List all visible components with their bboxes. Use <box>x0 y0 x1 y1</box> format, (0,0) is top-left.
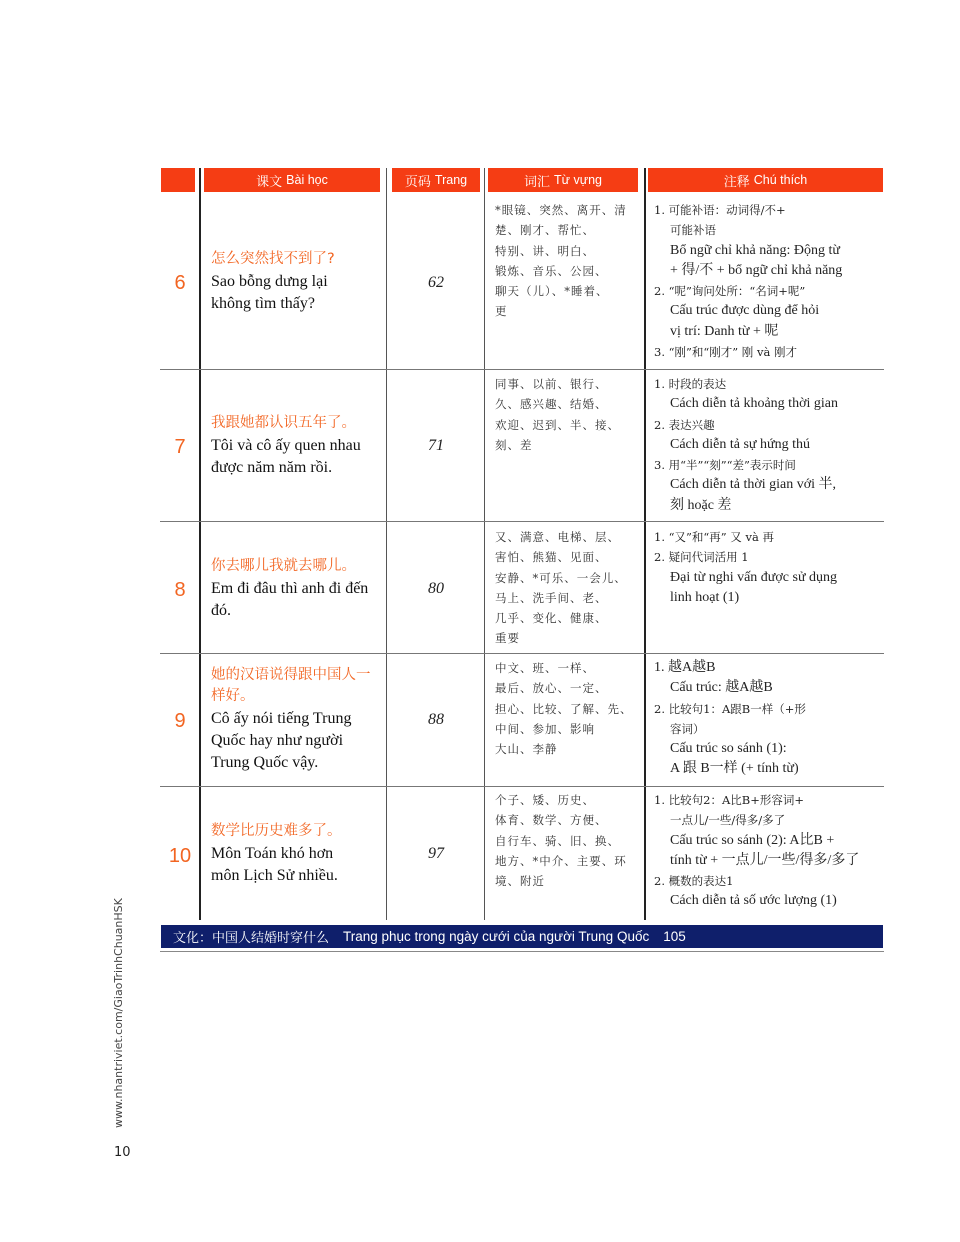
vocab-line: 地方、*中介、主要、环 <box>495 853 627 868</box>
lesson-title <box>211 413 387 479</box>
vocab-line: *眼镜、突然、离开、清 <box>495 203 627 217</box>
vocab-line: 聊天（儿）、*睡着、 <box>495 284 609 299</box>
lesson-title-zh: 怎么突然找不到了? <box>211 251 335 267</box>
header-lesson <box>204 168 380 192</box>
header-notes-vi: Chú thích <box>753 173 808 187</box>
notes-list <box>654 527 886 608</box>
note-line: 2. “呢”询问处所：“名词+呢” <box>654 284 806 299</box>
note-line: Cấu trúc được dùng để hỏi <box>670 303 820 319</box>
publisher-url: www.nhantriviet.com/GiaoTrinhChuanHSK <box>112 898 125 1128</box>
notes-list <box>654 200 886 362</box>
lesson-page: 80 <box>428 580 444 597</box>
note-line: tính từ + 一点儿/一些/得多/多了 <box>670 852 860 868</box>
vocab-line: 楚、刚才、帮忙、 <box>495 223 595 238</box>
row-divider <box>160 369 884 370</box>
note-line: 2. 表达兴趣 <box>654 417 715 432</box>
bottom-rule <box>160 951 884 952</box>
note-line: + 得/不 + bổ ngữ chỉ khả năng <box>670 262 843 278</box>
vocab-line: 安静、*可乐、一会儿、 <box>495 570 627 585</box>
row-divider <box>160 786 884 787</box>
note-line: linh hoạt (1) <box>670 589 740 605</box>
lesson-title-vi: Môn Toán khó hơn môn Lịch Sử nhiều. <box>211 845 338 884</box>
note-line: 1. “又”和“再” 又 và 再 <box>654 530 774 544</box>
lesson-title-vi: Em đi đâu thì anh đi đến đó. <box>211 580 369 619</box>
note-line: 一点儿/一些/得多/多了 <box>670 813 786 828</box>
vocab-line: 几乎、变化、健康、 <box>495 611 608 626</box>
vocab-line: 又、满意、电梯、层、 <box>495 530 620 544</box>
lesson-number: 6 <box>174 272 186 294</box>
header-notes-zh: 注释 <box>723 173 750 189</box>
culture-title-zh: 文化：中国人结婚时穿什么 <box>173 931 330 946</box>
vocab-list <box>495 658 643 759</box>
lesson-title <box>211 556 387 622</box>
vocab-line: 锻炼、音乐、公园、 <box>495 263 608 278</box>
note-line: Cấu trúc: 越A越B <box>670 680 773 696</box>
culture-page: 105 <box>663 929 686 944</box>
header-number-cell <box>161 168 195 192</box>
notes-list <box>654 658 886 780</box>
lesson-page: 88 <box>428 711 444 728</box>
vocab-line: 马上、洗手间、老、 <box>495 590 608 605</box>
note-line: Cách diễn tả sự hứng thú <box>670 436 810 452</box>
note-line: 容词） <box>670 721 705 736</box>
vocab-line: 更 <box>495 304 508 319</box>
vocab-line: 同事、以前、银行、 <box>495 377 608 391</box>
note-line: 2. 概数的表达1 <box>654 874 734 889</box>
vocab-line: 害怕、熊猫、见面、 <box>495 550 608 565</box>
notes-list <box>654 374 886 516</box>
lesson-title <box>211 821 387 887</box>
header-notes <box>648 168 883 192</box>
row-divider <box>160 521 884 522</box>
note-line: 1. 比较句2：A比B+形容词+ <box>654 793 804 807</box>
note-line: 3. “刚”和“刚才” 刚 và 刚才 <box>654 345 797 360</box>
lesson-page: 62 <box>428 274 444 291</box>
vocab-line: 刻、差 <box>495 437 533 452</box>
header-vocab-vi: Từ vựng <box>554 173 602 187</box>
header-page-vi: Trang <box>434 173 468 187</box>
culture-section-bar <box>161 925 883 948</box>
note-line: 1. 时段的表达 <box>654 377 727 391</box>
lesson-title-vi: Tôi và cô ấy quen nhau được năm năm rồi. <box>211 437 361 476</box>
vocab-line: 重要 <box>495 631 520 646</box>
header-page-zh: 页码 <box>404 173 431 189</box>
header-vocab-zh: 词汇 <box>523 173 550 189</box>
vocab-line: 最后、放心、一定、 <box>495 681 608 696</box>
lesson-title-zh: 你去哪儿我就去哪儿。 <box>211 558 356 574</box>
lesson-title <box>211 665 387 774</box>
vocab-list <box>495 374 643 455</box>
lesson-title <box>211 249 387 315</box>
vocab-line: 体育、数学、方便、 <box>495 813 608 828</box>
vocab-line: 中文、班、一样、 <box>495 661 595 675</box>
lesson-number: 7 <box>174 436 186 458</box>
culture-title-vi: Trang phục trong ngày cưới của người Trung Quốc <box>343 929 650 944</box>
header-lesson-zh: 课文 <box>256 173 283 189</box>
note-line: Cấu trúc so sánh (1): <box>670 741 787 757</box>
lesson-page: 71 <box>428 437 444 454</box>
notes-list <box>654 790 886 912</box>
lesson-title-vi: Cô ấy nói tiếng Trung Quốc hay như người Trung Quốc vậy. <box>211 710 352 771</box>
lesson-title-zh: 我跟她都认识五年了。 <box>211 415 356 431</box>
lesson-title-zh: 她的汉语说得跟中国人一样好。 <box>211 667 371 704</box>
note-line: 1. 可能补语：动词得/不+ <box>654 203 786 217</box>
vocab-line: 境、附近 <box>495 874 545 889</box>
note-line: 可能补语 <box>670 223 716 238</box>
note-line: 2. 疑问代词活用 1 <box>654 550 749 565</box>
note-line: 刻 hoặc 差 <box>670 497 732 513</box>
lesson-number: 9 <box>174 710 186 732</box>
header-page <box>392 168 480 192</box>
lesson-number: 8 <box>174 579 186 601</box>
note-line: 3. 用“半”“刻”“差”表示时间 <box>654 458 796 473</box>
lesson-page: 97 <box>428 845 444 862</box>
page-number: 10 <box>114 1145 131 1160</box>
note-line: 1. 越A越B <box>654 660 716 675</box>
lesson-title-zh: 数学比历史难多了。 <box>211 823 342 839</box>
vocab-line: 大山、李静 <box>495 742 558 757</box>
vocab-line: 担心、比较、了解、先、 <box>495 701 633 716</box>
vocab-line: 特别、讲、明白、 <box>495 243 595 258</box>
column-divider <box>484 168 485 920</box>
vocab-list <box>495 200 643 322</box>
note-line: A 跟 B一样 (+ tính từ) <box>670 761 799 777</box>
note-line: Cách diễn tả số ước lượng (1) <box>670 893 837 909</box>
lesson-title-vi: Sao bỗng dưng lại không tìm thấy? <box>211 273 328 312</box>
header-lesson-vi: Bài học <box>286 173 328 187</box>
note-line: 2. 比较句1：A跟B一样（+形 <box>654 701 806 716</box>
header-vocab <box>488 168 638 192</box>
note-line: vị trí: Danh từ + 呢 <box>670 323 779 339</box>
vocab-line: 自行车、骑、旧、换、 <box>495 833 620 848</box>
note-line: Đại từ nghi vấn được sử dụng <box>670 569 838 585</box>
vocab-line: 中间、参加、影响 <box>495 721 595 736</box>
vocab-line: 久、感兴趣、结婚、 <box>495 397 608 412</box>
lesson-number: 10 <box>168 845 192 867</box>
vocab-list <box>495 790 643 891</box>
row-divider <box>160 653 884 654</box>
note-line: Bổ ngữ chỉ khả năng: Động từ <box>670 242 840 258</box>
note-line: Cách diễn tả thời gian với 半, <box>670 477 837 493</box>
note-line: Cách diễn tả khoảng thời gian <box>670 396 838 412</box>
vocab-list <box>495 527 643 649</box>
column-divider <box>644 168 646 920</box>
vocab-line: 个子、矮、历史、 <box>495 793 595 807</box>
note-line: Cấu trúc so sánh (2): A比B + <box>670 832 835 848</box>
vocab-line: 欢迎、迟到、半、接、 <box>495 417 620 432</box>
